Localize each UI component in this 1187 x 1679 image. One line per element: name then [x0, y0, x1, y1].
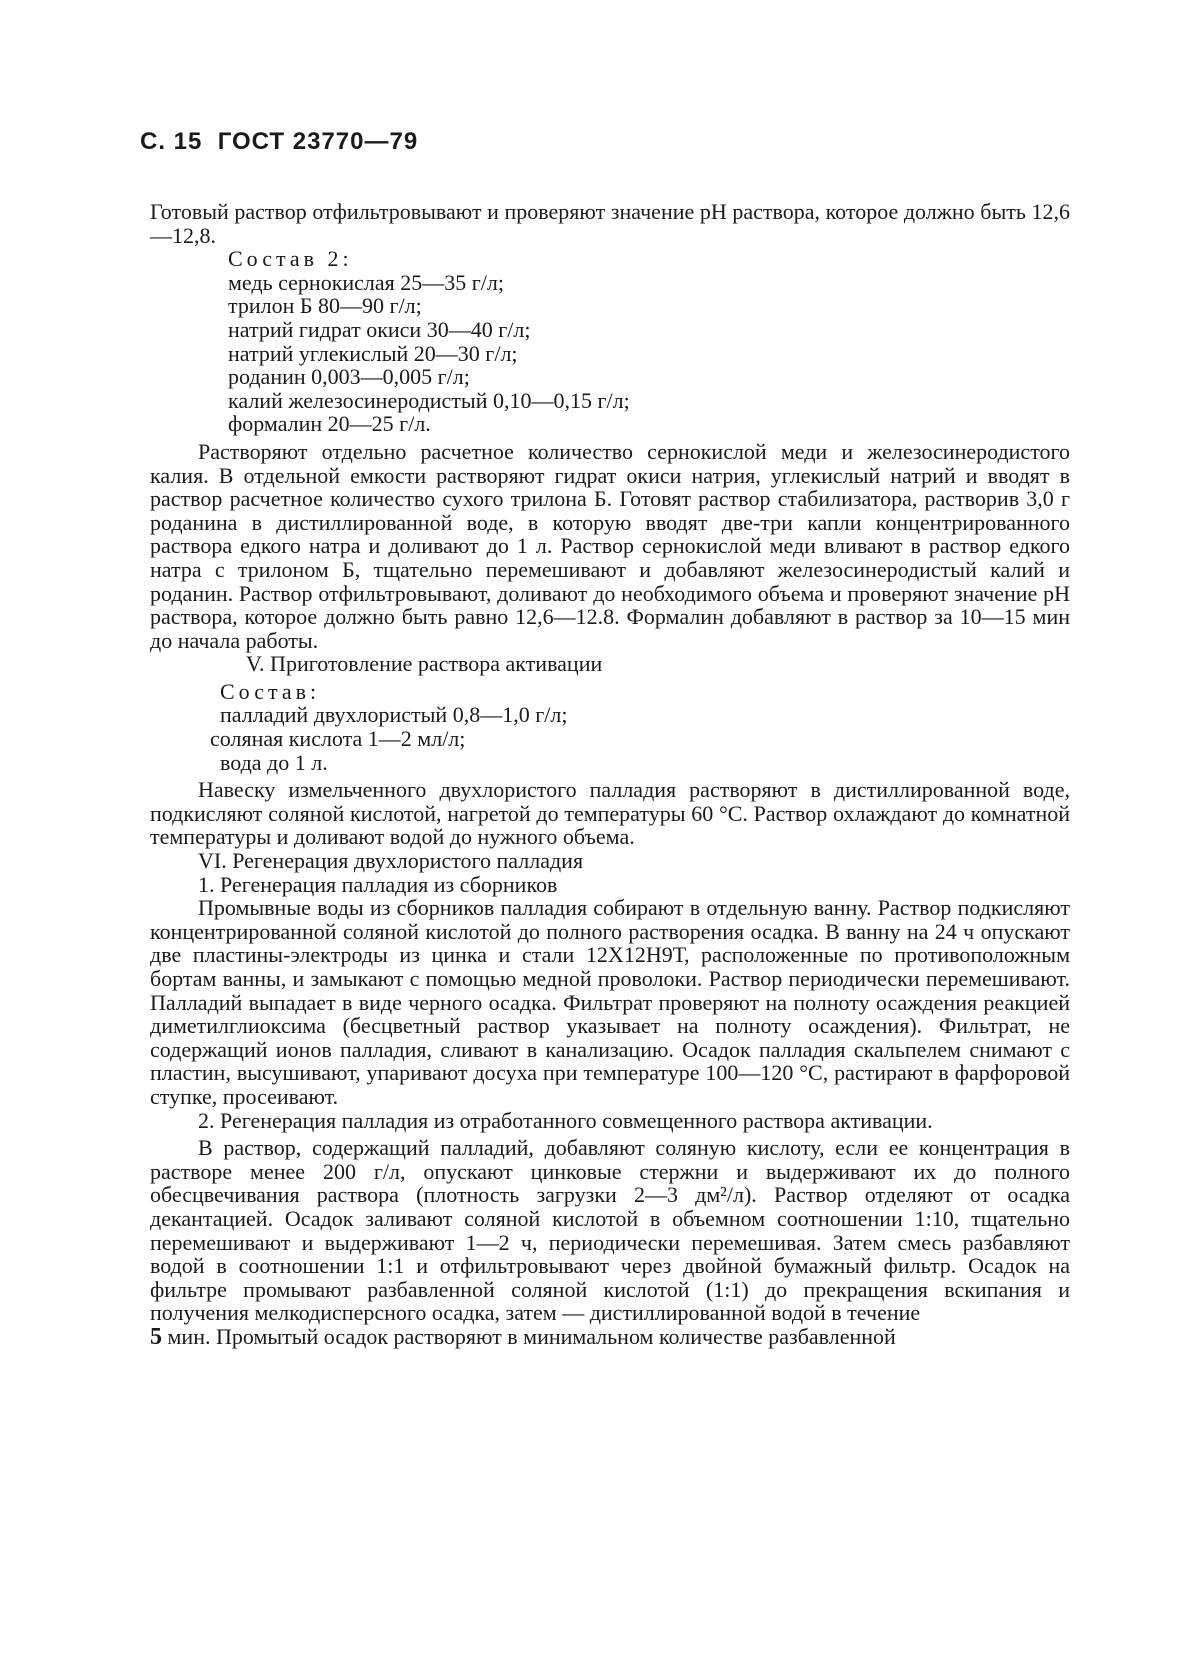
subsection-1-text: Промывные воды из сборников палладия собирают в отдельную ванну. Раствор подкисляют концентрированной соляной кислотой до полного растворения осадка. В ванну на 24 ч опускают две пластины-электроды из цинка и стали 12Х12Н9Т, расположенные по противоположным бортам ванны, и замыкают с помощью медной проволоки. Раствор периодически перемешивают. Палладий выпадает в виде черного осадка. Фильтрат проверяют на полноту осаждения реакцией диметилглиоксима (бесцветный раствор указывает на полноту осаждения). Фильтрат, не содержащий ионов палладия, сливают в канализацию. Осадок палладия скальпелем снимают с пластин, высушивают, упаривают досуха при температуре 100—120 °С, растирают в фарфоровой ступке, просеивают.: [150, 895, 1070, 1109]
last-line: [150, 1325, 1070, 1350]
subsection-1-title: 1. Регенерация палладия из сборников: [198, 871, 558, 897]
page-number-label: С. 15: [140, 128, 203, 155]
paragraph-dissolve: Растворяют отдельно расчетное количество сернокислой меди и железосинеродистого калия. В отдельной емкости растворяют гидрат окиси натрия, углекислый натрий и вводят в раствор расчетное количество сухого трилона Б. Готовят раствор стабилизатора, растворив 3,0 г роданина в дистиллированной воде, в которую вводят две-три капли концентрированного раствора едкого натра и доливают до 1 л. Раствор сернокислой меди вливают в раствор едкого натра с трилоном Б, тщательно перемешивают и добавляют железосинеродистый калий и роданин. Раствор отфильтровывают, доливают до необходимого объема и проверяют значение pH раствора, которое должно быть равно 12,6—12.8. Формалин добавляют в раствор за 10—15 мин до начала работы.: [150, 438, 1070, 653]
list-item: соляная кислота 1—2 мл/л;: [210, 726, 466, 752]
composition-title: Состав:: [220, 678, 321, 704]
subsection-2-text: В раствор, содержащий палладий, добавляют соляную кислоту, если ее концентрация в растворе менее 200 г/л, опускают цинковые стержни и выдерживают их до полного обесцвечивания раствора (плотность загрузки 2—3 дм²/л). Раствор отделяют от осадка декантацией. Осадок заливают соляной кислотой в объемном соотношении 1:10, тщательно перемешивают и выдерживают 1—2 ч, периодически перемешивая. Затем смесь разбавляют водой в соотношении 1:1 и отфильтровывают через двойной бумажный фильтр. Осадок на фильтре промывают разбавленной соляной кислотой (1:1) до прекращения вскипания и получения мелкодисперсного осадка, затем — дистиллированной водой в течение: [150, 1135, 1070, 1326]
list-item: натрий углекислый 20—30 г/л;: [228, 340, 518, 366]
body-text: [150, 200, 1070, 1350]
paragraph-ph-check: Готовый раствор отфильтровывают и проверяют значение pH раствора, которое должно быть 12,6—12,8.: [150, 199, 1070, 248]
list-item: роданин 0,003—0,005 г/л;: [228, 364, 470, 390]
subsection-2-title: 2. Регенерация палладия из отработанного совмещенного раствора активации.: [198, 1107, 933, 1133]
list-item: вода до 1 л.: [220, 749, 328, 775]
list-item: формалин 20—25 г/л.: [228, 411, 431, 437]
list-item: медь сернокислая 25—35 г/л;: [228, 269, 505, 295]
composition-2-title: Состав 2:: [228, 246, 353, 272]
list-item: калий железосинеродистый 0,10—0,15 г/л;: [228, 387, 630, 413]
list-item: трилон Б 80—90 г/л;: [228, 293, 422, 319]
section-5-composition: [150, 680, 1070, 774]
paragraph-weighing: Навеску измельченного двухлористого палладия растворяют в дистиллированной воде, подкисляют соляной кислотой, нагретой до температуры 60 °С. Раствор охлаждают до комнатной температуры и доливают водой до нужного объема.: [150, 777, 1070, 850]
page-mark: 5: [150, 1323, 162, 1350]
composition-2-list: [150, 247, 1070, 436]
standard-label: ГОСТ 23770—79: [217, 128, 419, 155]
last-line-text: мин. Промытый осадок растворяют в минимальном количестве разбавленной: [167, 1323, 896, 1349]
list-item: палладий двухлористый 0,8—1,0 г/л;: [220, 702, 568, 728]
section-6-title: VI. Регенерация двухлористого палладия: [198, 848, 584, 874]
page-header: [140, 130, 418, 154]
list-item: натрий гидрат окиси 30—40 г/л;: [228, 316, 531, 342]
section-5-title: V. Приготовление раствора активации: [246, 651, 603, 677]
